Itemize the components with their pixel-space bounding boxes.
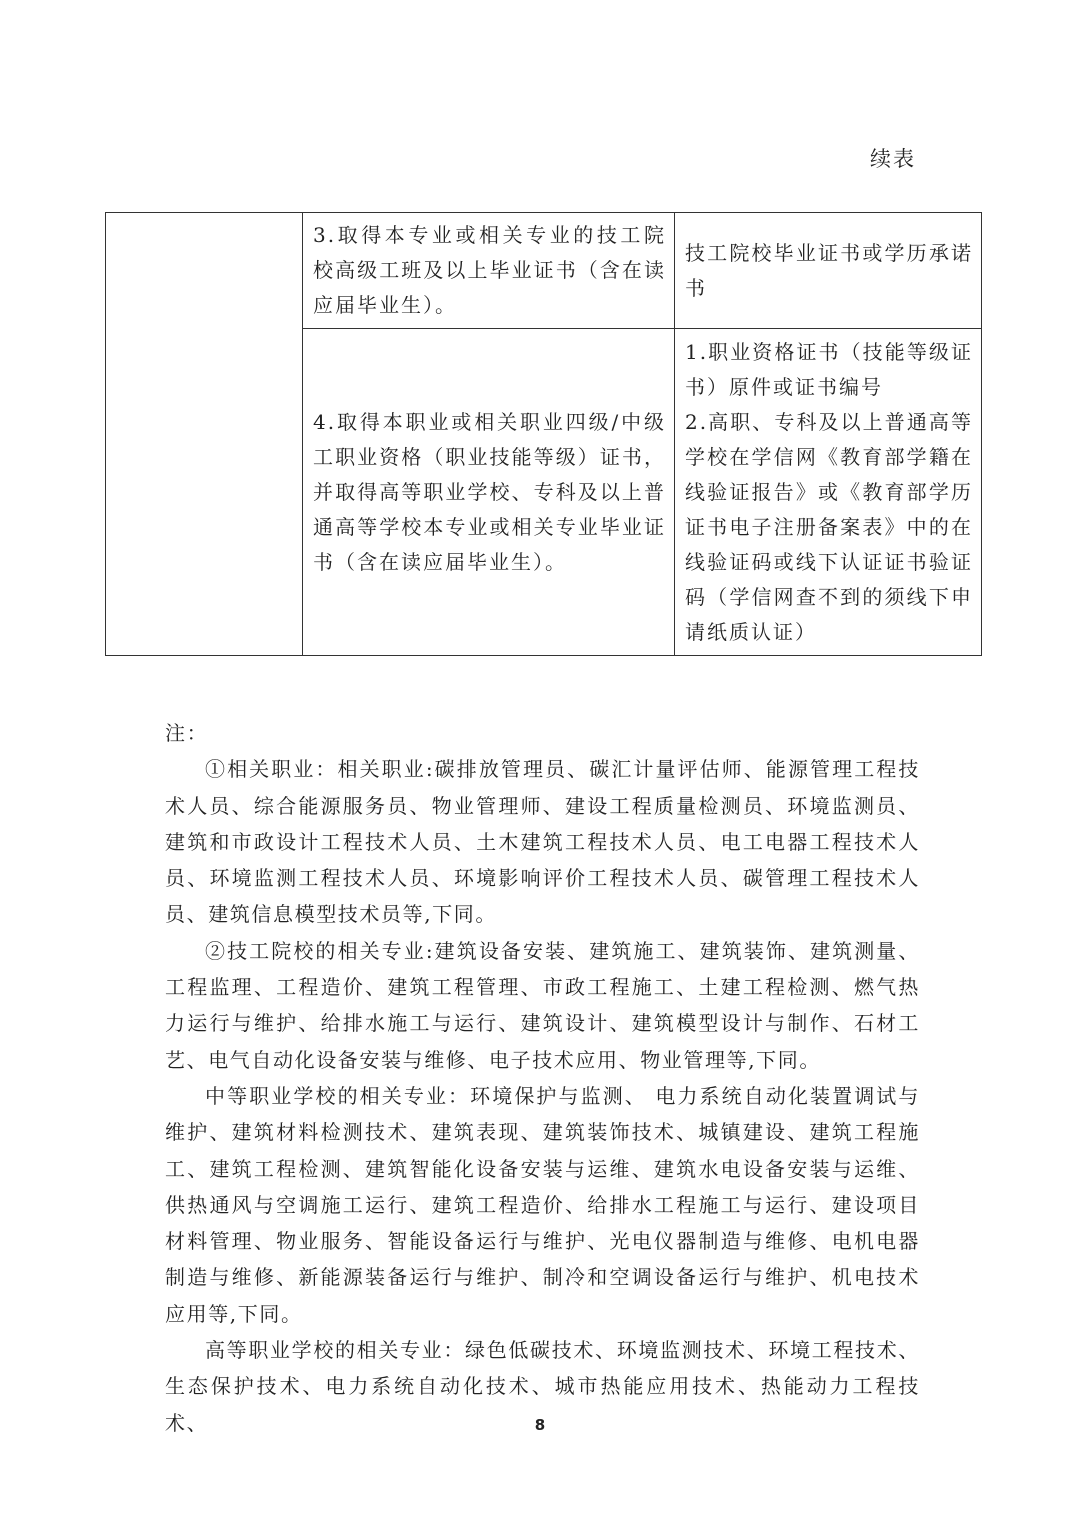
note-paragraph: 高等职业学校的相关专业：绿色低碳技术、环境监测技术、环境工程技术、生态保护技术、电力系统自动化技术、城市热能应用技术、热能动力工程技术、 <box>165 1338 920 1435</box>
materials-text: 2.高职、专科及以上普通高等学校在学信网《教育部学籍在线验证报告》或《教育部学历证书电子注册备案表》中的在线验证码或线下认证证书验证码（学信网查不到的须线下申请纸质认证） <box>685 409 973 644</box>
note-paragraph: ②技工院校的相关专业:建筑设备安装、建筑施工、建筑装饰、建筑测量、工程监理、工程造价、建筑工程管理、市政工程施工、土建工程检测、燃气热力运行与维护、给排水施工与运行、建筑设计、建筑模型设计与制作、石材工艺、电气自动化设备安装与维修、电子技术应用、物业管理等,下同。 <box>165 938 920 1072</box>
table-row <box>106 213 982 329</box>
continued-table-label: 续表 <box>870 147 916 171</box>
condition-cell <box>303 329 675 656</box>
materials-cell <box>675 329 982 656</box>
condition-text: 4.取得本职业或相关职业四级/中级工职业资格（职业技能等级）证书，并取得高等职业学校、专科及以上普通高等学校本专业或相关专业毕业证书（含在读应届毕业生）。 <box>313 409 666 574</box>
materials-text: 技工院校毕业证书或学历承诺书 <box>685 240 973 300</box>
note-paragraph: 中等职业学校的相关专业：环境保护与监测、 电力系统自动化装置调试与维护、建筑材料检测技术、建筑表现、建筑装饰技术、城镇建设、建筑工程施工、建筑工程检测、建筑智能化设备安装与运维、建筑水电设备安装与运维、供热通风与空调施工运行、建筑工程造价、给排水工程施工与运行、建设项目材料管理、物业服务、智能设备运行与维护、光电仪器制造与维修、电机电器制造与维修、新能源装备运行与维护、制冷和空调设备运行与维护、机电技术应用等,下同。 <box>165 1083 920 1326</box>
category-cell <box>106 213 303 656</box>
notes-heading: 注： <box>165 721 209 745</box>
materials-text: 1.职业资格证书（技能等级证书）原件或证书编号 <box>685 339 973 399</box>
condition-cell <box>303 213 675 329</box>
note-paragraph: ①相关职业：相关职业:碳排放管理员、碳汇计量评估师、能源管理工程技术人员、综合能源服务员、物业管理师、建设工程质量检测员、环境监测员、建筑和市政设计工程技术人员、土木建筑工程技术人员、电工电器工程技术人员、环境监测工程技术人员、环境影响评价工程技术人员、碳管理工程技术人员、建筑信息模型技术员等,下同。 <box>165 757 920 927</box>
page-number: 8 <box>534 1416 546 1434</box>
requirements-table <box>105 212 982 656</box>
notes-section <box>165 715 920 1441</box>
condition-text: 3.取得本专业或相关专业的技工院校高级工班及以上毕业证书（含在读应届毕业生）。 <box>313 223 666 317</box>
materials-cell <box>675 213 982 329</box>
